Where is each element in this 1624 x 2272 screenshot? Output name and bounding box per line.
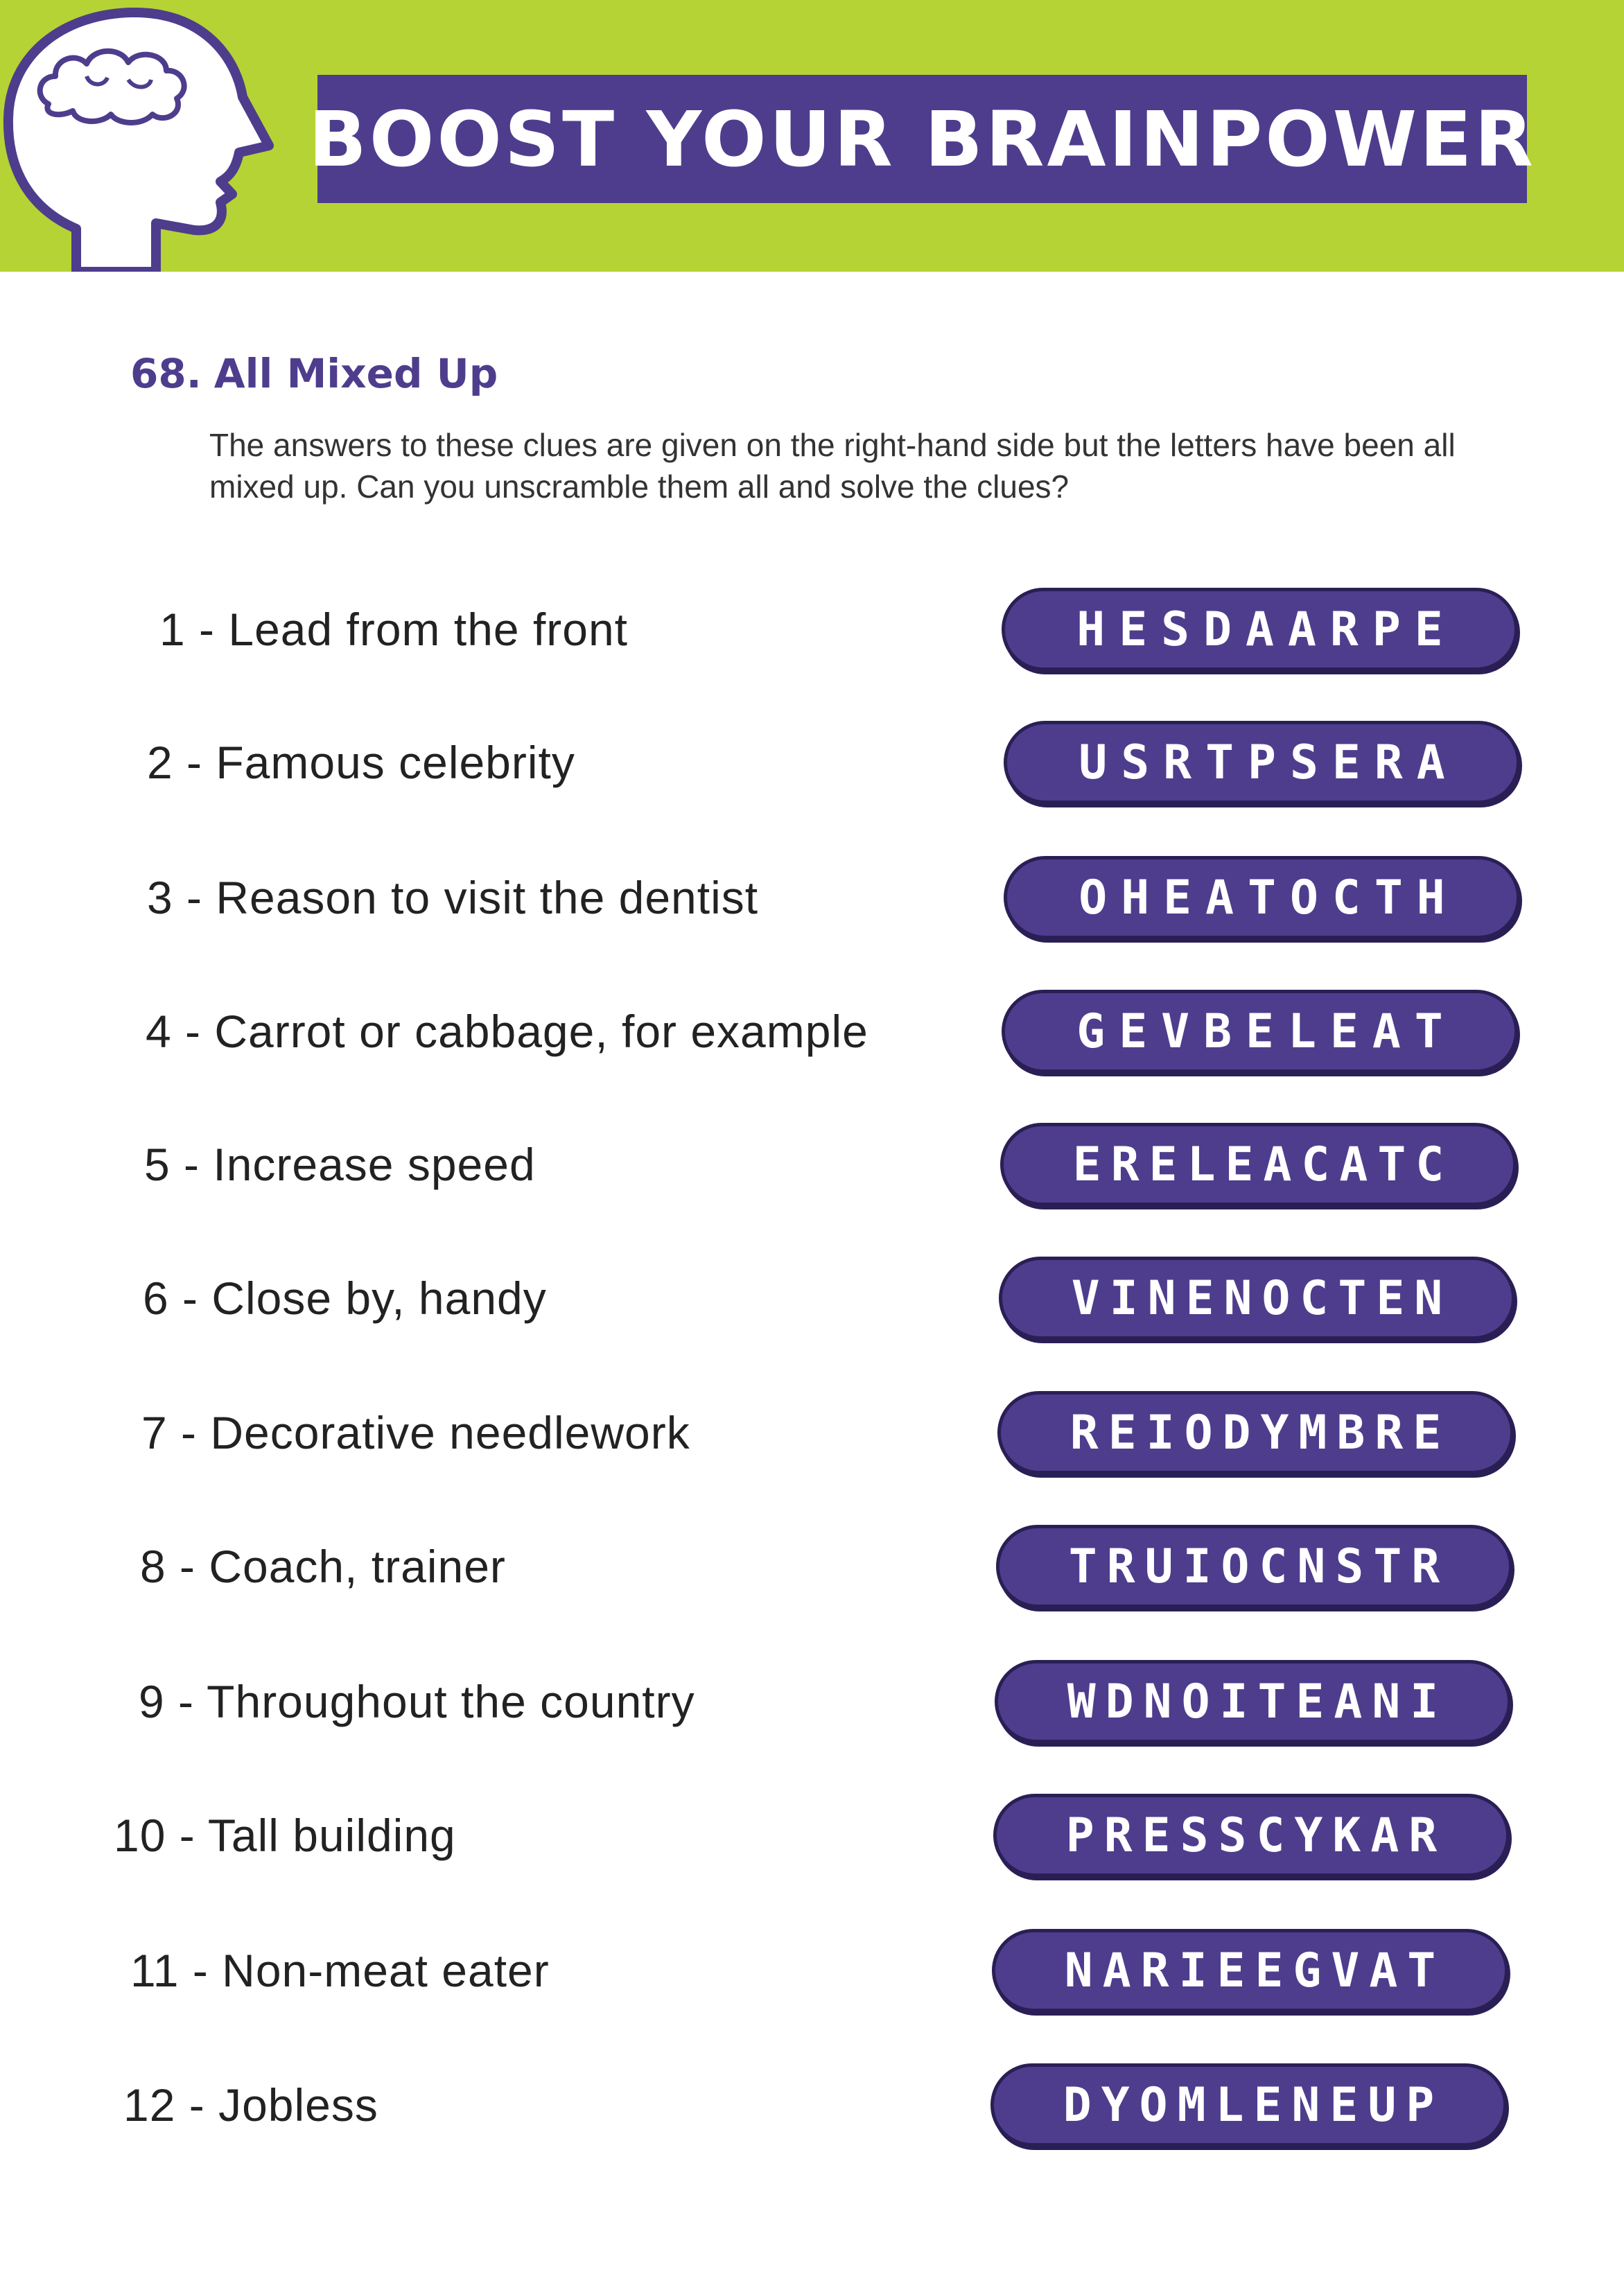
scrambled-word-pill xyxy=(995,1660,1511,1743)
scrambled-word-pill xyxy=(1004,721,1520,804)
clue-row xyxy=(0,721,1624,811)
clue-row xyxy=(0,588,1624,678)
scrambled-word: OHEATOCTH xyxy=(1079,870,1459,925)
scrambled-word-pill xyxy=(992,1929,1508,2012)
scrambled-word-pill xyxy=(993,1794,1510,1877)
scrambled-word-pill xyxy=(997,1391,1514,1474)
clue-text: 1 - Lead from the front xyxy=(159,604,629,655)
clue-row xyxy=(0,1257,1624,1347)
clue-text: 9 - Throughout the country xyxy=(139,1676,695,1727)
clue-row xyxy=(0,1929,1624,2019)
scrambled-word: DYOMLENEUP xyxy=(1063,2077,1444,2133)
clue-text: 5 - Increase speed xyxy=(144,1139,536,1190)
scrambled-word: GEVBELEAT xyxy=(1076,1004,1457,1059)
clue-text: 12 - Jobless xyxy=(123,2079,378,2131)
puzzle-number: 68. xyxy=(130,350,202,397)
clue-text: 3 - Reason to visit the dentist xyxy=(147,872,759,923)
scrambled-word: ERELEACATC xyxy=(1072,1137,1454,1192)
clue-row xyxy=(0,1123,1624,1213)
scrambled-word: HESDAARPE xyxy=(1076,602,1457,657)
scrambled-word: USRTPSERA xyxy=(1079,735,1459,790)
clue-text: 8 - Coach, trainer xyxy=(140,1541,506,1592)
scrambled-word-pill xyxy=(1004,856,1520,939)
scrambled-word-pill xyxy=(1002,990,1518,1073)
clue-row xyxy=(0,1794,1624,1884)
scrambled-word: WDNOITEANI xyxy=(1067,1674,1449,1729)
scrambled-word-pill xyxy=(990,2063,1507,2147)
page-title: BOOST YOUR BRAINPOWER xyxy=(308,94,1536,184)
scrambled-word-pill xyxy=(1000,1123,1517,1206)
scrambled-word: REIODYMBRE xyxy=(1069,1405,1451,1460)
scrambled-word-pill xyxy=(1002,588,1518,671)
clue-text: 7 - Decorative needlework xyxy=(141,1407,690,1458)
scrambled-word: NARIEEGVAT xyxy=(1064,1943,1446,1998)
clue-row xyxy=(0,856,1624,946)
clue-text: 2 - Famous celebrity xyxy=(147,737,575,788)
clue-text: 4 - Carrot or cabbage, for example xyxy=(146,1006,868,1057)
clue-row xyxy=(0,1525,1624,1615)
scrambled-word-pill xyxy=(996,1525,1512,1608)
clue-row xyxy=(0,990,1624,1080)
scrambled-word: TRUIOCNSTR xyxy=(1068,1539,1450,1594)
scrambled-word-pill xyxy=(999,1257,1515,1340)
clue-row xyxy=(0,2063,1624,2153)
scrambled-word: PRESSCYKAR xyxy=(1065,1808,1447,1863)
scrambled-word: VINENOCTEN xyxy=(1071,1270,1453,1326)
clue-text: 10 - Tall building xyxy=(114,1810,456,1861)
puzzle-instructions: The answers to these clues are given on the right-hand side but the letters have been all mixed up. Can you unscramble them all and solve the clues? xyxy=(209,427,1456,505)
clue-row xyxy=(0,1660,1624,1750)
puzzle-title: All Mixed Up xyxy=(213,350,498,397)
clue-text: 6 - Close by, handy xyxy=(143,1273,547,1324)
clue-row xyxy=(0,1391,1624,1481)
clue-text: 11 - Non-meat eater xyxy=(130,1945,550,1996)
